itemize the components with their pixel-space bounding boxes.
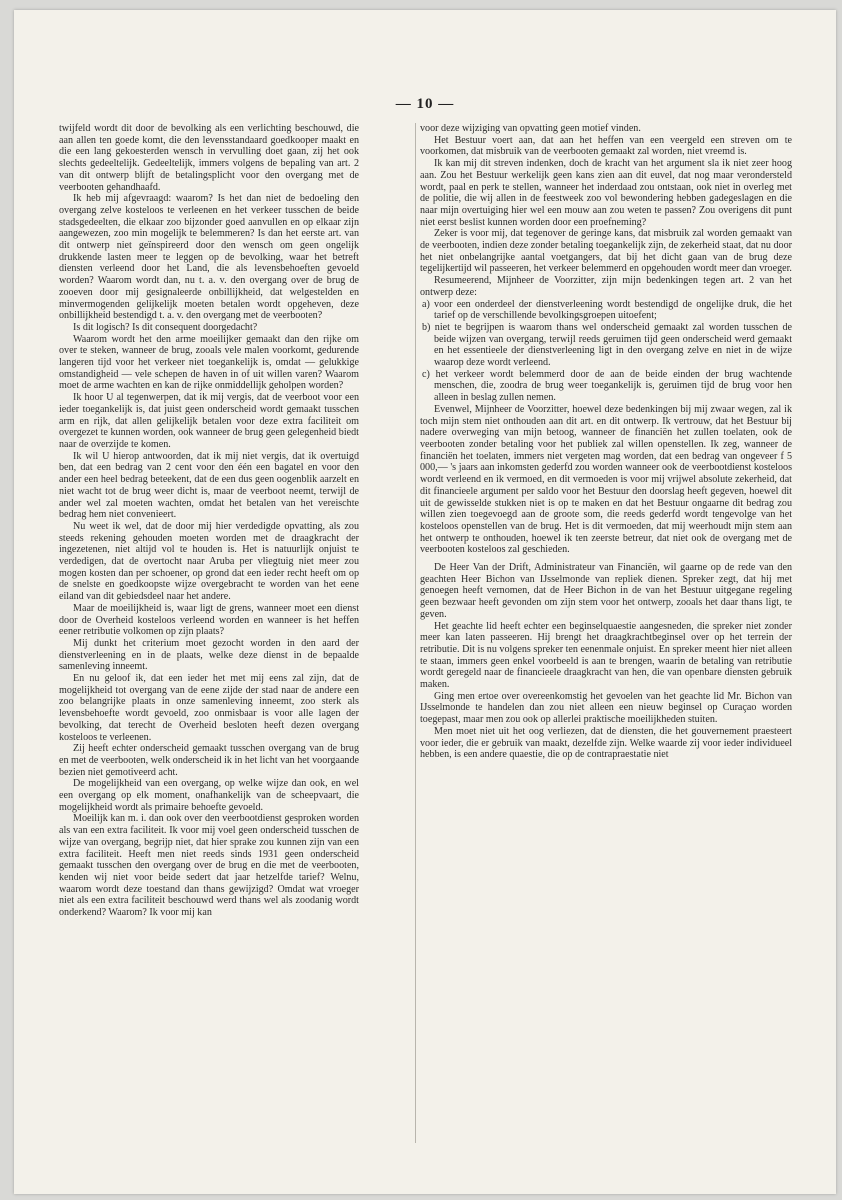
right-column-paragraph: voor deze wijziging van opvatting geen motief vinden.: [420, 123, 641, 134]
left-column-paragraph: Zij heeft echter onderscheid gemaakt tusschen overgang van de brug en met de veerbooten, welk onderscheid ik in het licht van het voorgaande bezien niet gemotiveerd acht.: [59, 743, 359, 778]
page-number: — 10 —: [395, 96, 455, 112]
right-column-paragraph: a) voor een onderdeel der dienstverleening wordt bestendigd de ongelijke druk, die het tarief op de verschillende bevolkingsgroepen uitoefent;: [422, 298, 792, 322]
left-column-paragraph: Nu weet ik wel, dat de door mij hier verdedigde opvatting, als zou steeds rekening gehouden moeten worden met de draagkracht der ingezetenen, niet altijd vol te houden is. Het is natuurlijk onjuist te verdedigen, dat de overtocht naar Aruba per vliegtuig niet meer zou mogen kosten dan per schoener, op grond dat een ieder recht heeft om op de snelste en goedkoopste wijze overgebracht te worden van het eene eiland van dit gebiedsdeel naar het andere.: [59, 520, 359, 603]
right-column-paragraph: Ik kan mij dit streven indenken, doch de kracht van het argument sla ik niet zeer hoog aan. Zou het Bestuur werkelijk geen kans zien aan dit euvel, dat nog maar verondersteld wordt, paal en perk te stellen, wanneer het inderdaad zou ontstaan, ook niet in overleg met de politie, die wij allen in de feestweek zoo vol bewondering hebben gadegeslagen en die naar mijn overtuiging hier wel een mouw aan zou weten te passen? Zou overigens dit punt niet eerst beslist kunnen worden door een proefneming?: [420, 158, 792, 228]
right-column-paragraph: b) niet te begrijpen is waarom thans wel onderscheid gemaakt zal worden tusschen de beide wijzen van overgang, terwijl reeds geruimen tijd geen onderscheid werd gemaakt en het essentieele der dienstverleening ligt in den overgang zelve en niet in de wijze waarop deze wordt verleend.: [422, 321, 792, 369]
left-column-paragraph: Ik wil U hierop antwoorden, dat ik mij niet vergis, dat ik overtuigd ben, dat een bedrag van 2 cent voor den één een bagatel en voor den ander een heel bedrag beteekent, dat de een dus geen oogenblik aarzelt en niet wacht tot de brug weer dicht is, maar de veerboot neemt, terwijl de ander wel zal moeten wachten, omdat het betalen van het vereischte bedrag hem niet convenieert.: [59, 450, 359, 521]
left-column: [59, 123, 359, 1153]
document-page: [14, 10, 836, 1194]
left-column-paragraph: Waarom wordt het den arme moeilijker gemaakt dan den rijke om over te steken, wanneer de brug, zooals vele malen voorkomt, gedurende langeren tijd voor het verkeer niet toegankelijk is, omdat — gelukkige omstandigheid — vele schepen de haven in of uit willen varen? Waarom moet de arme wachten en kan de rijke onmiddellijk geholpen worden?: [59, 333, 359, 392]
left-column-paragraph: Is dit logisch? Is dit consequent doorgedacht?: [73, 321, 258, 333]
left-column-paragraph: twijfeld wordt dit door de bevolking als een verlichting beschouwd, die aan allen ten goede komt, die den levensstandaard goedkooper maakt en die een lang gekoesterden wensch in vervulling doet gaan, zij het ook slechts gedeeltelijk. Gedeeltelijk, immers volgens de bepaling van art. 2 van dit ontwerp blijft de betalingsplicht voor den overgang met de veerbooten gehandhaafd.: [59, 123, 359, 193]
left-column-paragraph: De mogelijkheid van een overgang, op welke wijze dan ook, en wel een overgang op elk moment, onafhankelijk van de scheepvaart, die mogelijkheid wordt als primaire behoefte gevoeld.: [59, 778, 359, 813]
right-column-paragraph: Resumeerend, Mijnheer de Voorzitter, zijn mijn bedenkingen tegen art. 2 van het ontwerp deze:: [420, 275, 792, 298]
right-column-paragraph: De Heer Van der Drift, Administrateur van Financiën, wil gaarne op de rede van den geachten Heer Bichon van IJsselmonde van repliek dienen. Spreker zegt, dat hij met genoegen heeft vernomen, dat de Heer Bichon in de van het Bestuur uitgegane regeling geen bezwaar heeft gevonden om zijn stem voor het ontwerp, zooals het daar thans ligt, te geven.: [420, 562, 792, 620]
right-column-paragraph: Zeker is voor mij, dat tegenover de geringe kans, dat misbruik zal worden gemaakt van de veerbooten, indien deze zonder betaling toegankelijk zijn, de zekerheid staat, dat nu door het niet onbelangrijke aantal voetgangers, dat bij het dicht gaan van de brug deze tegelijkertijd wil passeeren, het verkeer belemmerd en opgehouden wordt meer dan vroeger.: [420, 228, 792, 275]
right-column-paragraph: c) het verkeer wordt belemmerd door de aan de beide einden der brug wachtende menschen, die, zoodra de brug weer toegankelijk is, geruimen tijd de brug voor hen alleen in beslag zullen nemen.: [422, 368, 792, 404]
right-column-paragraph: Het geachte lid heeft echter een beginselquaestie aangesneden, die spreker niet zonder meer kan laten passeeren. Hij brengt het draagkrachtbeginsel over op het terrein der retributie. Dit is nu volgens spreker ten eenenmale onjuist. En spreker meent hier niet alleen te staan, immers geen enkel voorbeeld is aan te brengen, waarin de betaling van retributie wordt geregeld naar de financieele draagkracht van hen, die van openbare diensten gebruik maken.: [420, 620, 792, 691]
left-column-paragraph: Maar de moeilijkheid is, waar ligt de grens, wanneer moet een dienst door de Overheid kosteloos verleend worden en wanneer is het heffen eener retributie volkomen op zijn plaats?: [59, 602, 359, 638]
right-column-paragraph: Evenwel, Mijnheer de Voorzitter, hoewel deze bedenkingen bij mij zwaar wegen, zal ik toch mijn stem niet onthouden aan dit art. en dit ontwerp. Ik vertrouw, dat het Bestuur bij nadere overweging van mijn betoog, wanneer de financiën het zullen toelaten, ook de veerbooten zonder betaling voor het publiek zal willen openstellen. Ik zeg, wanneer de financiën het toelaten, immers niet vergeten mag worden, dat een bedrag van ongeveer f 5 000,— 's jaars aan inkomsten gederfd zou worden wanneer ook de veerbootdienst kosteloos wordt verleend en ik vermoed, en dit vermoeden is voor mij vrijwel absolute zekerheid, dat dit financieele argument per saldo voor het Bestuur den doorslag heeft gegeven, hoewel dit uit de gewisselde stukken niet is op te maken en dat het Bestuur ongaarne dit bedrag zou willen zien toegevoegd aan de groote som, die reeds gederfd wordt tengevolge van het kosteloos openstellen van de brug. Het is dit vermoeden, dat mij weerhoudt mijn stem aan het ontwerp te onthouden, hoewel ik ten zeerste betreur, dat niet ook de overgang met de veerbooten kosteloos zal geschieden.: [420, 403, 792, 556]
left-column-paragraph: Ik heb mij afgevraagd: waarom? Is het dan niet de bedoeling den overgang zelve kosteloos te verleenen en het verkeer tusschen de beide stadsgedeelten, die elkaar zoo bijzonder goed aanvullen en op elkaar zijn aangewezen, zoo min mogelijk te belemmeren? Is dan het eerste art. van dit ontwerp niet geïnspireerd door den wensch om geen ongelijk drukkende lasten meer te leggen op de bevolking, waar het betreft diensten verleend door het Land, die als levensbehoeften gevoeld worden? Waarom wordt dan, nu t. a. v. den overgang over de brug de zooeven door mij gesignaleerde onbillijkheid, dat welgestelden en minvermogenden gelijkelijk moeten betalen wordt opgeheven, deze onbillijkheid bestendigd t. a. v. den overgang met de veerbooten?: [59, 193, 359, 322]
right-column: [420, 123, 792, 1153]
left-column-paragraph: En nu geloof ik, dat een ieder het met mij eens zal zijn, dat de mogelijkheid tot overgang van de eene zijde der stad naar de andere een zoo belangrijke plaats in onze samenleving inneemt, zoo sterk als levensbehoefte wordt gevoeld, zoo onmisbaar is voor alle lagen der bevolking, dat terecht de Overheid besloten heeft dezen overgang kosteloos te verleenen.: [59, 673, 359, 743]
left-column-paragraph: Mij dunkt het criterium moet gezocht worden in den aard der dienstverleening en in de plaats, welke deze dienst in de bepaalde samenleving inneemt.: [59, 637, 359, 673]
right-column-paragraph: Men moet niet uit het oog verliezen, dat de diensten, die het gouvernement praesteert voor ieder, die er gebruik van maakt, dezelfde zijn. Welke waarde zij voor ieder individueel hebben, is een andere quaestie, die op de contrapraestatie niet: [420, 725, 792, 761]
right-column-paragraph: Ging men ertoe over overeenkomstig het gevoelen van het geachte lid Mr. Bichon van IJsselmonde te handelen dan zou niet alleen een nieuw beginsel op Curaçao worden toegepast, maar men zou ook op allerlei praktische moeilijkheden stuiten.: [420, 690, 792, 726]
column-divider: [415, 123, 416, 1143]
right-column-paragraph: Het Bestuur voert aan, dat aan het heffen van een veergeld een streven om te voorkomen, dat misbruik van de veerbooten gemaakt zal worden, niet vreemd is.: [420, 134, 792, 158]
left-column-paragraph: Moeilijk kan m. i. dan ook over den veerbootdienst gesproken worden als van een extra faciliteit. Ik voor mij voel geen onderscheid tusschen de wijze van overgang, begrijp niet, dat hier sprake zou kunnen zijn van een extra faciliteit. Heeft men niet reeds sinds 1931 geen onderscheid gemaakt tusschen den overgang over de brug en die met de veerbooten, kenden wij niet voor beide sedert dat jaar hetzelfde tarief? Welnu, waarom wordt deze toestand dan thans gewijzigd? Omdat wat vroeger niet als een extra faciliteit beschouwd werd thans wel als zoodanig wordt onderkend? Waarom? Ik voor mij kan: [59, 813, 359, 919]
left-column-paragraph: Ik hoor U al tegenwerpen, dat ik mij vergis, dat de veerboot voor een ieder toegankelijk is, dat juist geen onderscheid wordt gemaakt tusschen arm en rijk, dat allen gelijkelijk betalen voor deze extra faciliteit om overgezet te kunnen worden, ook wanneer de brug geen gelegenheid biedt naar de overzijde te komen.: [59, 392, 359, 450]
